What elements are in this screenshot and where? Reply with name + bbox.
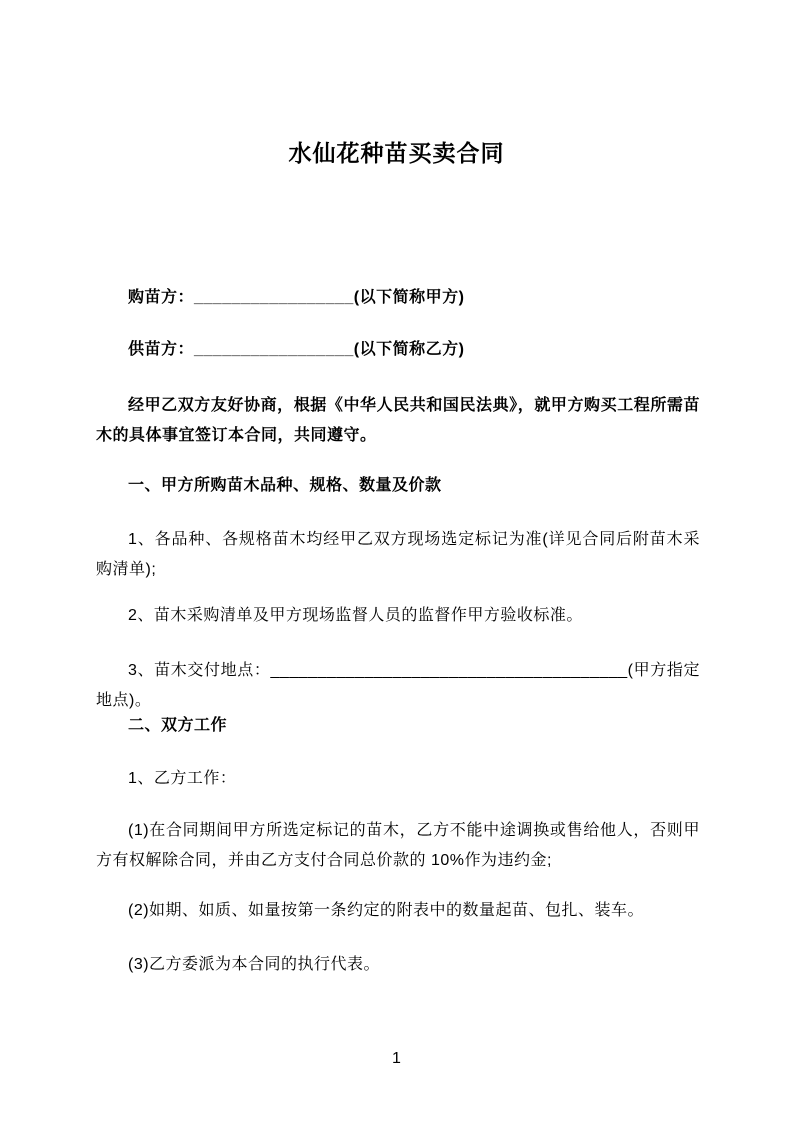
preamble-paragraph: 经甲乙双方友好协商，根据《中华人民共和国民法典》，就甲方购买工程所需苗木的具体事宜签订本合同，共同遵守。 bbox=[96, 397, 700, 444]
party-buyer-line: 购苗方：_________________(以下简称甲方) bbox=[128, 289, 465, 306]
clause-1-3-delivery-location: 3、苗木交付地点：______________________________________(甲方指定地点)。 bbox=[96, 662, 700, 709]
section-one-heading: 一、甲方所购苗木品种、规格、数量及价款 bbox=[128, 477, 442, 494]
clause-2-1-label: 1、乙方工作： bbox=[128, 770, 237, 787]
clause-1-2: 2、苗木采购清单及甲方现场监督人员的监督作甲方验收标准。 bbox=[128, 607, 583, 624]
clause-1-1: 1、各品种、各规格苗木均经甲乙双方现场选定标记为准(详见合同后附苗木采购清单); bbox=[96, 531, 700, 578]
clause-2-1-item-1: (1)在合同期间甲方所选定标记的苗木，乙方不能中途调换或售给他人，否则甲方有权解除合同，并由乙方支付合同总价款的 10%作为违约金; bbox=[96, 822, 700, 869]
page-number: 1 bbox=[392, 1050, 401, 1067]
clause-2-1-item-2: (2)如期、如质、如量按第一条约定的附表中的数量起苗、包扎、装车。 bbox=[128, 902, 645, 919]
section-two-heading: 二、双方工作 bbox=[128, 717, 228, 734]
document-title: 水仙花种苗买卖合同 bbox=[288, 140, 505, 166]
clause-2-1-item-3: (3)乙方委派为本合同的执行代表。 bbox=[128, 956, 381, 973]
party-supplier-line: 供苗方：_________________(以下简称乙方) bbox=[128, 341, 465, 358]
